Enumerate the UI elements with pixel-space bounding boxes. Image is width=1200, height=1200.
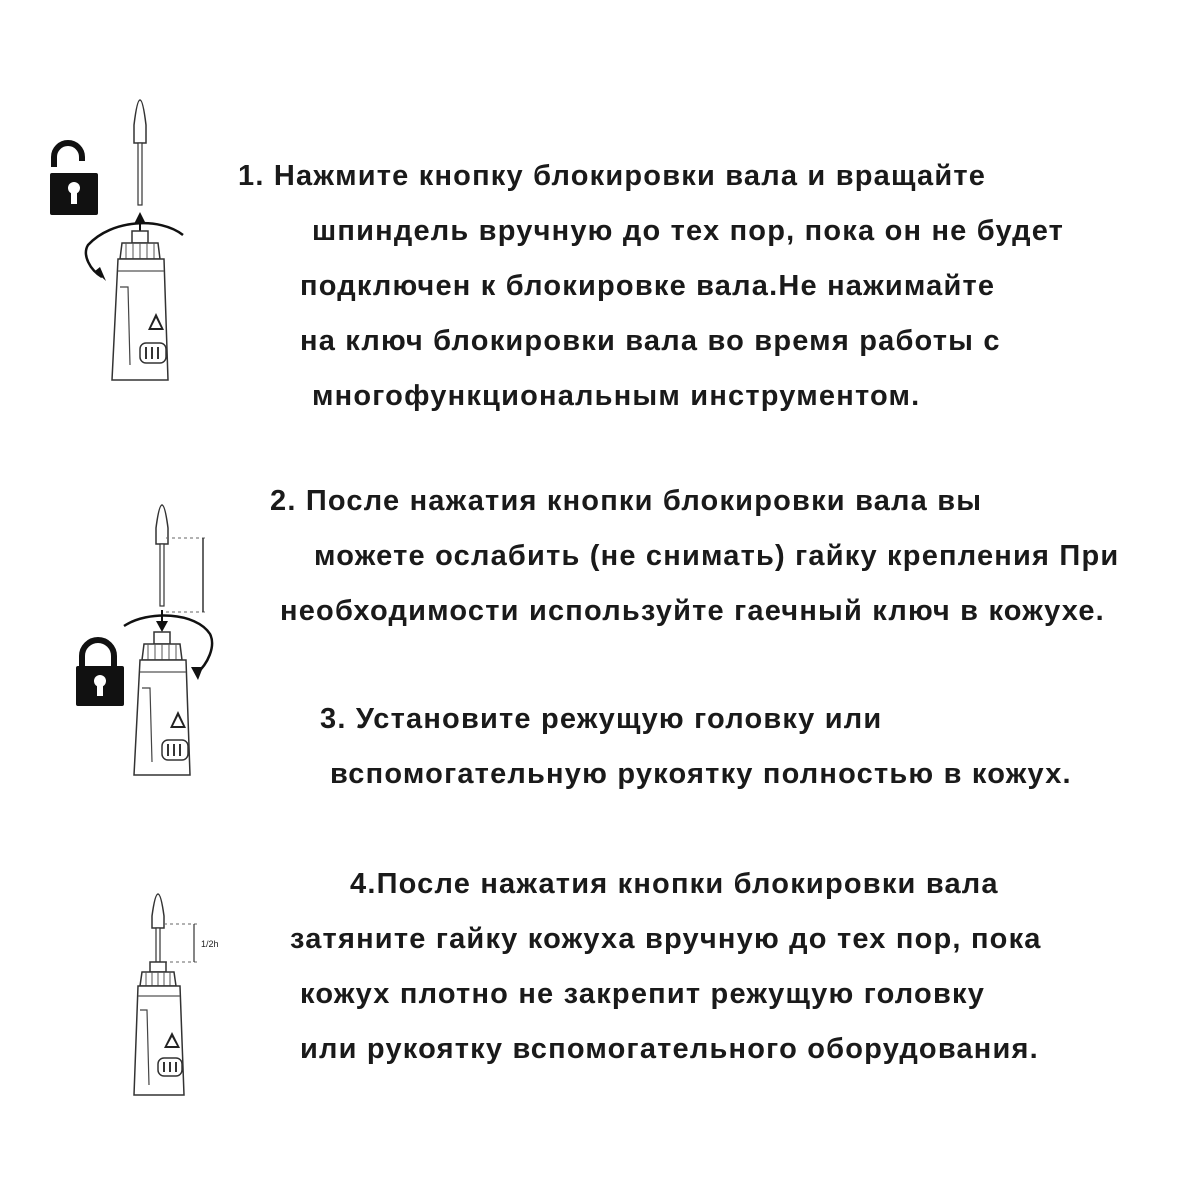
step4-illustration [120, 890, 250, 1100]
step4-line-4: или рукоятку вспомогательного оборудования. [300, 1033, 1039, 1065]
grinding-bit-icon [134, 100, 146, 205]
step1-line-2: шпиндель вручную до тех пор, пока он не будет [312, 215, 1065, 247]
unlocked-padlock-icon [50, 143, 98, 215]
dimension-marker [166, 538, 208, 612]
step4-line-2: затяните гайку кожуха вручную до тех пор, пока [290, 923, 1042, 955]
depth-label: 1/2h [201, 939, 219, 949]
down-arrow-icon [156, 610, 168, 632]
step3-line-1: 3. Установите режущую головку или [320, 703, 883, 735]
grinding-bit-icon [152, 894, 164, 962]
step1-line-4: на ключ блокировки вала во время работы с [300, 325, 1001, 357]
step4-line-3: кожух плотно не закрепит режущую головку [300, 978, 986, 1010]
rotary-tool-body [134, 962, 184, 1095]
step1-illustration [40, 95, 210, 380]
depth-dimension-marker [164, 924, 219, 962]
step3-line-2: вспомогательную рукоятку полностью в кожух. [330, 758, 1072, 790]
step2-line-2: можете ослабить (не снимать) гайку крепления При [314, 540, 1120, 572]
step2-line-3: необходимости используйте гаечный ключ в кожухе. [280, 595, 1105, 627]
step4-line-1: 4.После нажатия кнопки блокировки вала [350, 868, 999, 900]
step2-illustration [70, 500, 230, 780]
locked-padlock-icon [76, 640, 124, 706]
grinding-bit-icon [156, 505, 168, 606]
step1-line-5: многофункциональным инструментом. [312, 380, 921, 412]
rotary-tool-body [134, 632, 190, 775]
step1-line-3: подключен к блокировке вала.Не нажимайте [300, 270, 996, 302]
rotary-tool-body [112, 231, 168, 380]
step2-line-1: 2. После нажатия кнопки блокировки вала вы [270, 485, 983, 517]
step1-line-1: 1. Нажмите кнопку блокировки вала и вращайте [238, 160, 987, 192]
